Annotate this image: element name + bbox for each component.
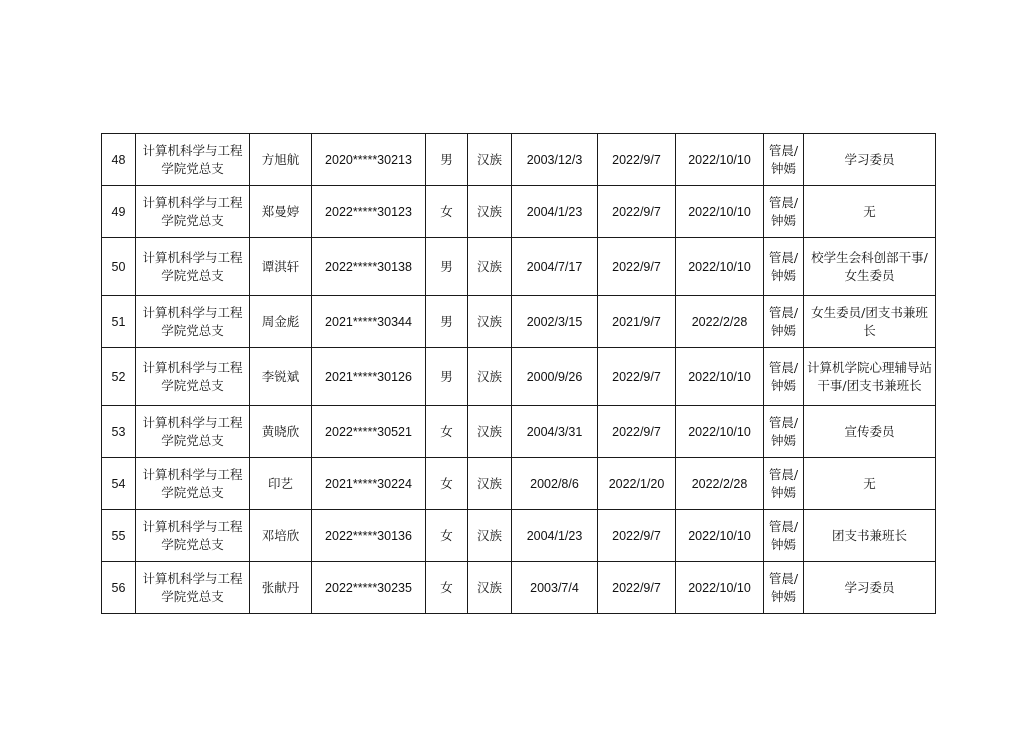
id-cell: 2022*****30138 bbox=[312, 238, 426, 296]
id-cell: 2020*****30213 bbox=[312, 134, 426, 186]
role-cell: 无 bbox=[804, 186, 936, 238]
id-cell: 2021*****30344 bbox=[312, 296, 426, 348]
roster-table bbox=[101, 133, 936, 614]
name-cell: 郑曼婷 bbox=[250, 186, 312, 238]
ethnicity-cell: 汉族 bbox=[468, 134, 512, 186]
date-cell: 2022/9/7 bbox=[598, 406, 676, 458]
date-cell: 2022/10/10 bbox=[676, 186, 764, 238]
role-cell: 计算机学院心理辅导站干事/团支书兼班长 bbox=[804, 348, 936, 406]
birth-date-cell: 2004/3/31 bbox=[512, 406, 598, 458]
gender-cell: 女 bbox=[426, 562, 468, 614]
id-cell: 2022*****30521 bbox=[312, 406, 426, 458]
branch-cell: 计算机科学与工程学院党总支 bbox=[136, 134, 250, 186]
tutor-cell: 管晨/钟嫣 bbox=[764, 458, 804, 510]
table-row bbox=[102, 406, 936, 458]
row-number: 54 bbox=[102, 458, 136, 510]
date-cell: 2022/9/7 bbox=[598, 186, 676, 238]
tutor-cell: 管晨/钟嫣 bbox=[764, 186, 804, 238]
birth-date-cell: 2003/12/3 bbox=[512, 134, 598, 186]
date-cell: 2022/9/7 bbox=[598, 348, 676, 406]
table-row bbox=[102, 296, 936, 348]
ethnicity-cell: 汉族 bbox=[468, 406, 512, 458]
branch-cell: 计算机科学与工程学院党总支 bbox=[136, 510, 250, 562]
birth-date-cell: 2003/7/4 bbox=[512, 562, 598, 614]
ethnicity-cell: 汉族 bbox=[468, 238, 512, 296]
id-cell: 2022*****30123 bbox=[312, 186, 426, 238]
gender-cell: 男 bbox=[426, 348, 468, 406]
role-cell: 女生委员/团支书兼班长 bbox=[804, 296, 936, 348]
ethnicity-cell: 汉族 bbox=[468, 296, 512, 348]
row-number: 56 bbox=[102, 562, 136, 614]
gender-cell: 女 bbox=[426, 510, 468, 562]
id-cell: 2021*****30224 bbox=[312, 458, 426, 510]
date-cell: 2022/2/28 bbox=[676, 458, 764, 510]
date-cell: 2022/10/10 bbox=[676, 348, 764, 406]
birth-date-cell: 2004/1/23 bbox=[512, 510, 598, 562]
ethnicity-cell: 汉族 bbox=[468, 510, 512, 562]
date-cell: 2021/9/7 bbox=[598, 296, 676, 348]
row-number: 49 bbox=[102, 186, 136, 238]
name-cell: 张献丹 bbox=[250, 562, 312, 614]
table-row bbox=[102, 510, 936, 562]
table-row bbox=[102, 562, 936, 614]
id-cell: 2022*****30136 bbox=[312, 510, 426, 562]
date-cell: 2022/10/10 bbox=[676, 238, 764, 296]
gender-cell: 女 bbox=[426, 458, 468, 510]
tutor-cell: 管晨/钟嫣 bbox=[764, 238, 804, 296]
ethnicity-cell: 汉族 bbox=[468, 458, 512, 510]
branch-cell: 计算机科学与工程学院党总支 bbox=[136, 458, 250, 510]
date-cell: 2022/9/7 bbox=[598, 134, 676, 186]
tutor-cell: 管晨/钟嫣 bbox=[764, 406, 804, 458]
row-number: 53 bbox=[102, 406, 136, 458]
role-cell: 团支书兼班长 bbox=[804, 510, 936, 562]
name-cell: 邓培欣 bbox=[250, 510, 312, 562]
id-cell: 2022*****30235 bbox=[312, 562, 426, 614]
tutor-cell: 管晨/钟嫣 bbox=[764, 134, 804, 186]
name-cell: 周金彪 bbox=[250, 296, 312, 348]
branch-cell: 计算机科学与工程学院党总支 bbox=[136, 562, 250, 614]
date-cell: 2022/9/7 bbox=[598, 238, 676, 296]
row-number: 50 bbox=[102, 238, 136, 296]
name-cell: 谭淇轩 bbox=[250, 238, 312, 296]
name-cell: 印艺 bbox=[250, 458, 312, 510]
role-cell: 无 bbox=[804, 458, 936, 510]
tutor-cell: 管晨/钟嫣 bbox=[764, 296, 804, 348]
tutor-cell: 管晨/钟嫣 bbox=[764, 348, 804, 406]
tutor-cell: 管晨/钟嫣 bbox=[764, 510, 804, 562]
table-row bbox=[102, 348, 936, 406]
name-cell: 黄晓欣 bbox=[250, 406, 312, 458]
role-cell: 校学生会科创部干事/女生委员 bbox=[804, 238, 936, 296]
date-cell: 2022/1/20 bbox=[598, 458, 676, 510]
birth-date-cell: 2002/3/15 bbox=[512, 296, 598, 348]
name-cell: 李锐斌 bbox=[250, 348, 312, 406]
branch-cell: 计算机科学与工程学院党总支 bbox=[136, 238, 250, 296]
date-cell: 2022/10/10 bbox=[676, 562, 764, 614]
table-row bbox=[102, 186, 936, 238]
date-cell: 2022/9/7 bbox=[598, 510, 676, 562]
name-cell: 方旭航 bbox=[250, 134, 312, 186]
birth-date-cell: 2000/9/26 bbox=[512, 348, 598, 406]
ethnicity-cell: 汉族 bbox=[468, 186, 512, 238]
gender-cell: 男 bbox=[426, 296, 468, 348]
date-cell: 2022/10/10 bbox=[676, 134, 764, 186]
date-cell: 2022/9/7 bbox=[598, 562, 676, 614]
table-row bbox=[102, 134, 936, 186]
row-number: 55 bbox=[102, 510, 136, 562]
row-number: 52 bbox=[102, 348, 136, 406]
branch-cell: 计算机科学与工程学院党总支 bbox=[136, 296, 250, 348]
date-cell: 2022/10/10 bbox=[676, 510, 764, 562]
table-row bbox=[102, 238, 936, 296]
birth-date-cell: 2004/1/23 bbox=[512, 186, 598, 238]
gender-cell: 女 bbox=[426, 406, 468, 458]
gender-cell: 女 bbox=[426, 186, 468, 238]
birth-date-cell: 2002/8/6 bbox=[512, 458, 598, 510]
gender-cell: 男 bbox=[426, 238, 468, 296]
row-number: 51 bbox=[102, 296, 136, 348]
date-cell: 2022/2/28 bbox=[676, 296, 764, 348]
branch-cell: 计算机科学与工程学院党总支 bbox=[136, 348, 250, 406]
ethnicity-cell: 汉族 bbox=[468, 348, 512, 406]
gender-cell: 男 bbox=[426, 134, 468, 186]
row-number: 48 bbox=[102, 134, 136, 186]
tutor-cell: 管晨/钟嫣 bbox=[764, 562, 804, 614]
role-cell: 学习委员 bbox=[804, 134, 936, 186]
date-cell: 2022/10/10 bbox=[676, 406, 764, 458]
branch-cell: 计算机科学与工程学院党总支 bbox=[136, 186, 250, 238]
ethnicity-cell: 汉族 bbox=[468, 562, 512, 614]
role-cell: 学习委员 bbox=[804, 562, 936, 614]
role-cell: 宣传委员 bbox=[804, 406, 936, 458]
id-cell: 2021*****30126 bbox=[312, 348, 426, 406]
birth-date-cell: 2004/7/17 bbox=[512, 238, 598, 296]
branch-cell: 计算机科学与工程学院党总支 bbox=[136, 406, 250, 458]
table-row bbox=[102, 458, 936, 510]
